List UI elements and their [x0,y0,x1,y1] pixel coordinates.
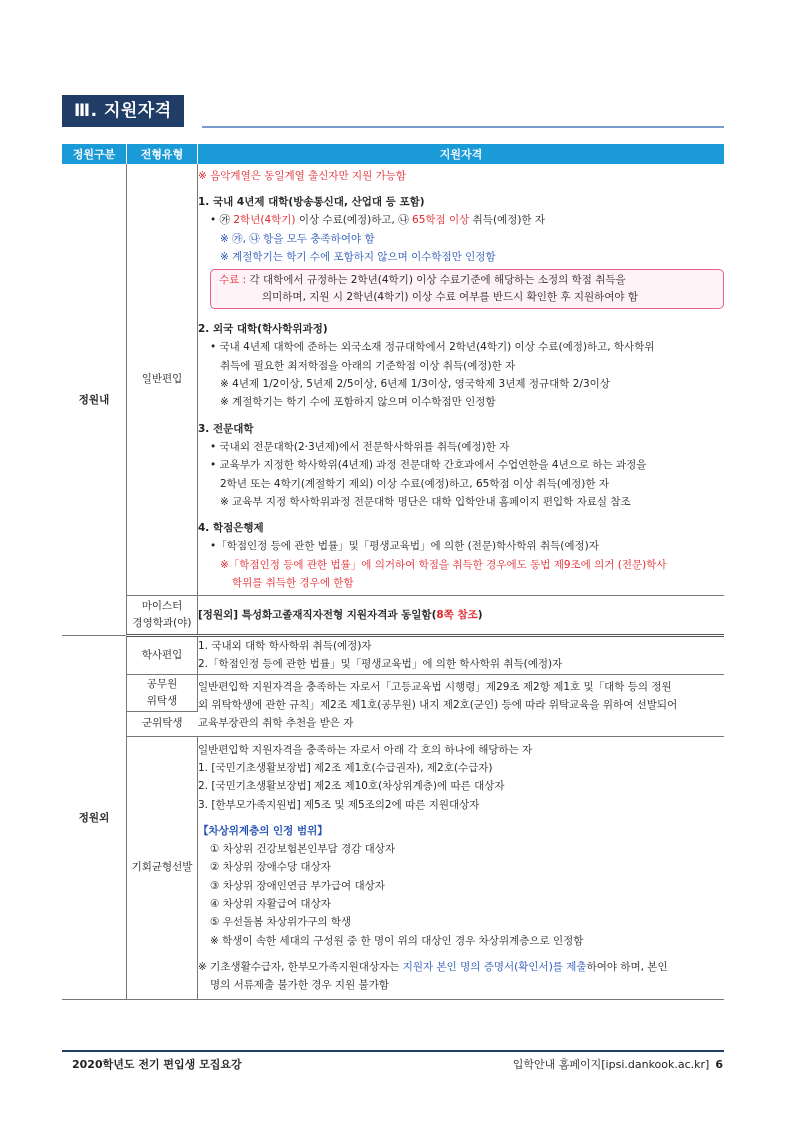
range-item-2: ② 차상위 장애수당 대상자 [210,861,331,874]
section-3-line-1: • 국내외 전문대학(2·3년제)에서 전문학사학위를 취득(예정)한 자 [210,440,510,453]
section-3-line-3: 2학년 또는 4학기(계절학기 제외) 이상 수료(예정)하고, 65학점 이상 취득(예정)한 자 [220,477,609,490]
group-out-quota: 정원외 [62,636,127,1000]
footer-homepage: 입학안내 홈페이지[ipsi.dankook.ac.kr] [512,1058,710,1071]
section-2-line-4: ※ 계절학기는 학기 수에 포함하지 않으며 이수학점만 인정함 [220,396,496,409]
group-in-quota: 정원내 [62,164,127,636]
section-2-line-3: ※ 4년제 1/2이상, 5년제 2/5이상, 6년제 1/3이상, 영국학제 3년제 정규대학 2/3이상 [220,378,610,391]
range-note: ※ 학생이 속한 세대의 구성원 중 한 명이 위의 대상인 경우 차상위계층으로 인정함 [210,934,584,947]
section-header [62,95,724,129]
table-row [62,596,724,636]
section-4-line-3: 학위를 취득한 경우에 한함 [232,577,354,590]
range-item-3: ③ 차상위 장애인연금 부가급여 대상자 [210,879,385,892]
document-note-line-1: ※ 기초생활수급자, 한부모가족지원대상자는 지원자 본인 명의 증명서(확인서)를 제출하여야 하며, 본인 [198,960,668,973]
civil-line-3: 교육부장관의 취학 추천을 받은 자 [198,717,354,730]
table-row [62,674,724,711]
section-1-line-1: • ㉮ 2학년(4학기) 이상 수료(예정)하고, ㉯ 65학점 이상 취득(예정)한 자 [210,214,546,227]
type-military: 군위탁생 [127,711,198,736]
meister-content: [정원외] 특성화고졸재직자전형 지원자격과 동일함(8쪽 참조) [198,596,725,636]
footer-title: 2020학년도 전기 편입생 모집요강 [72,1058,242,1071]
general-transfer-content [198,164,725,596]
type-equity-selection: 기회균형선발 [127,736,198,999]
eligibility-table [62,144,724,1000]
civil-military-content [198,674,725,736]
civil-line-1: 일반편입학 지원자격을 충족하는 자로서「고등교육법 시행령」제29조 제2항 제1호 및「대학 등의 정원 [198,680,672,693]
col-header-category: 정원구분 [62,144,127,164]
col-header-type: 전형유형 [127,144,198,164]
footer-rule [62,1050,724,1052]
table-row [62,636,724,675]
section-1-line-2: ※ ㉮, ㉯ 항을 모두 충족하여야 함 [220,232,375,245]
equity-line-1: 1. [국민기초생활보장법] 제2조 제1호(수급권자), 제2호(수급자) [198,761,493,774]
section-title: Ⅲ. 지원자격 [62,95,184,127]
civil-line-2: 외 위탁학생에 관한 규칙」제2조 제1호(공무원) 내지 제2호(군인) 등에 따라 위탁교육을 위하여 선발되어 [198,698,678,711]
col-header-eligibility: 지원자격 [198,144,725,164]
section-2-title: 2. 외국 대학(학사학위과정) [198,323,328,336]
type-civil-servant: 공무원 위탁생 [127,674,198,711]
section-4-line-1: •「학점인정 등에 관한 법률」및「평생교육법」에 의한 (전문)학사학위 취득(예정)자 [210,540,599,553]
equity-line-0: 일반편입학 지원자격을 충족하는 자로서 아래 각 호의 하나에 해당하는 자 [198,743,533,756]
section-2-line-1: • 국내 4년제 대학에 준하는 외국소재 정규대학에서 2학년(4학기) 이상 수료(예정)하고, 학사학위 [210,341,655,354]
table-row [62,164,724,596]
range-item-1: ① 차상위 건강보험본인부담 경감 대상자 [210,843,396,856]
music-note: ※ 음악계열은 동일계열 출신자만 지원 가능함 [198,169,407,182]
section-4-line-2: ※「학점인정 등에 관한 법률」에 의거하여 학점을 취득한 경우에도 동법 제9조에 의거 (전문)학사 [220,558,667,571]
section-1-line-3: ※ 계절학기는 학기 수에 포함하지 않으며 이수학점만 인정함 [220,250,496,263]
section-3-line-4: ※ 교육부 지정 학사학위과정 전문대학 명단은 대학 입학안내 홈페이지 편입학 자료실 참조 [220,495,631,508]
type-meister: 마이스터 경영학과(야) [127,596,198,636]
header-rule [202,126,724,128]
equity-line-3: 3. [한부모가족지원법] 제5조 및 제5조의2에 따른 지원대상자 [198,798,480,811]
equity-content [198,736,725,999]
table-row [62,736,724,999]
equity-line-2: 2. [국민기초생활보장법] 제2조 제10호(차상위계층)에 따른 대상자 [198,780,505,793]
section-3-title: 3. 전문대학 [198,422,254,435]
bachelor-line-1: 1. 국내외 대학 학사학위 취득(예정)자 [198,640,372,652]
range-item-5: ⑤ 우선돌봄 차상위가구의 학생 [210,916,352,929]
section-2-line-2: 취득에 필요한 최저학점을 아래의 기준학점 이상 취득(예정)한 자 [220,359,516,372]
completion-note-box: 수료 : 각 대학에서 규정하는 2학년(4학기) 이상 수료기준에 해당하는 소정의 학점 취득을 의미하며, 지원 시 2학년(4학기) 이상 수료 여부를 반드시 확인한 후 지원하여야 함 [210,269,724,309]
document-note-line-2: 명의 서류제출 불가한 경우 지원 불가함 [210,979,389,992]
bachelor-line-2: 2.「학점인정 등에 관한 법률」및「평생교육법」에 의한 학사학위 취득(예정)자 [198,658,563,671]
section-3-line-2: • 교육부가 지정한 학사학위(4년제) 과정 전문대학 간호과에서 수업연한을 4년으로 하는 과정을 [210,459,647,472]
section-4-title: 4. 학점은행제 [198,522,264,535]
type-general-transfer: 일반편입 [127,164,198,596]
near-poverty-range-title: 【차상위계층의 인정 범위】 [198,824,328,837]
bachelor-content [198,636,725,675]
type-bachelor-transfer: 학사편입 [127,636,198,675]
footer-right [513,1056,723,1072]
table-header-row [62,144,724,164]
range-item-4: ④ 차상위 자활급여 대상자 [210,898,331,911]
section-1-title: 1. 국내 4년제 대학(방송통신대, 산업대 등 포함) [198,195,425,208]
completion-label: 수료 : [219,274,250,287]
page-number: 6 [715,1058,723,1071]
